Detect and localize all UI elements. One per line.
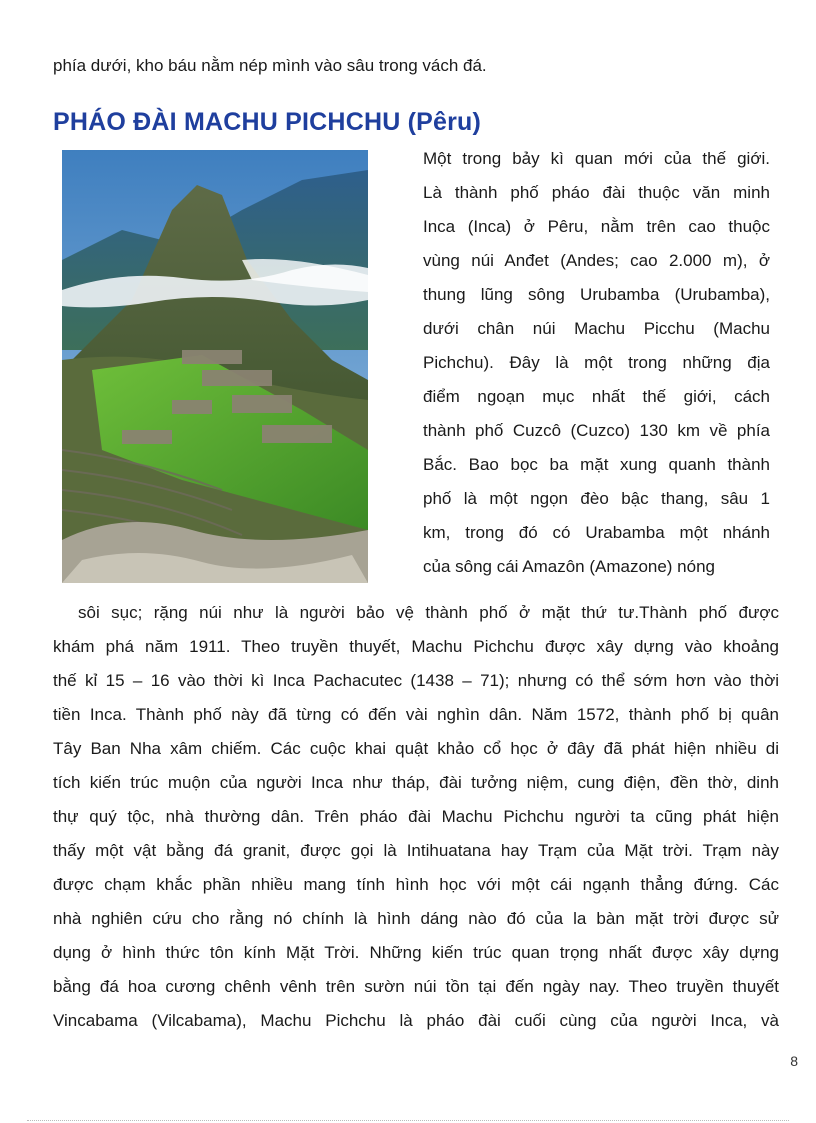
page-number: 8	[790, 1053, 798, 1069]
right-column-line: của sông cái Amazôn (Amazone) nóng	[423, 557, 716, 576]
body-line: khám phá năm 1911. Theo truyền thuyết, Machu Pichchu được xây dựng vào khoảng	[53, 637, 779, 656]
body-line: sôi sục; rặng núi như là người bảo vệ thành phố ở mặt thứ tư.Thành phố được	[78, 603, 779, 622]
right-column-line: vùng núi Anđet (Andes; cao 2.000 m), ở	[423, 251, 770, 270]
right-column-line: phố là một ngọn đèo bậc thang, sâu 1	[423, 489, 770, 508]
body-line: thế kỉ 15 – 16 vào thời kì Inca Pachacutec (1438 – 71); nhưng có thể sớm hơn vào thời	[53, 671, 779, 690]
body-line: thự quý tộc, nhà thường dân. Trên pháo đài Machu Pichchu người ta cũng phát hiện	[53, 807, 779, 826]
right-column-line: km, trong đó có Urabamba một nhánh	[423, 523, 770, 542]
body-line: Vincabama (Vilcabama), Machu Pichchu là pháo đài cuối cùng của người Inca, và	[53, 1011, 779, 1030]
body-line: bằng đá hoa cương chênh vênh trên sườn núi tồn tại đến ngày nay. Theo truyền thuyết	[53, 977, 779, 996]
body-line: nhà nghiên cứu cho rằng nó chính là hình dáng nào đó của la bàn mặt trời được sử	[53, 909, 779, 928]
intro-line: phía dưới, kho báu nằm nép mình vào sâu trong vách đá.	[53, 56, 487, 75]
machu-picchu-photo	[62, 150, 368, 583]
footer-divider	[27, 1120, 789, 1121]
right-column-line: Là thành phố pháo đài thuộc văn minh	[423, 183, 770, 202]
right-column-line: thung lũng sông Urubamba (Urubamba),	[423, 285, 770, 304]
right-column-line: thành phố Cuzcô (Cuzco) 130 km về phía	[423, 421, 770, 440]
body-line: được chạm khắc phần nhiều mang tính hình học với một cái ngạnh thẳng đứng. Các	[53, 875, 779, 894]
right-column-line: Pichchu). Đây là một trong những địa	[423, 353, 770, 372]
body-line: dụng ở hình thức tôn kính Mặt Trời. Những kiến trúc quan trọng nhất được xây dựng	[53, 943, 779, 962]
right-column-line: dưới chân núi Machu Picchu (Machu	[423, 319, 770, 338]
right-column-line: Inca (Inca) ở Pêru, nằm trên cao thuộc	[423, 217, 770, 236]
right-column-line: Bắc. Bao bọc ba mặt xung quanh thành	[423, 455, 770, 474]
body-line: tiền Inca. Thành phố này đã từng có đến vài nghìn dân. Năm 1572, thành phố bị quân	[53, 705, 779, 724]
right-column-line: điểm ngoạn mục nhất thế giới, cách	[423, 387, 770, 406]
section-title: PHÁO ĐÀI MACHU PICHCHU (Pêru)	[53, 108, 482, 136]
right-column-line: Một trong bảy kì quan mới của thế giới.	[423, 149, 770, 168]
body-line: thấy một vật bằng đá granit, được gọi là Intihuatana hay Trạm của Mặt trời. Trạm này	[53, 841, 779, 860]
body-line: Tây Ban Nha xâm chiếm. Các cuộc khai quật khảo cổ học ở đây đã phát hiện nhiều di	[53, 739, 779, 758]
body-line: tích kiến trúc muộn của người Inca như tháp, đài tưởng niệm, cung điện, đền thờ, dinh	[53, 773, 779, 792]
